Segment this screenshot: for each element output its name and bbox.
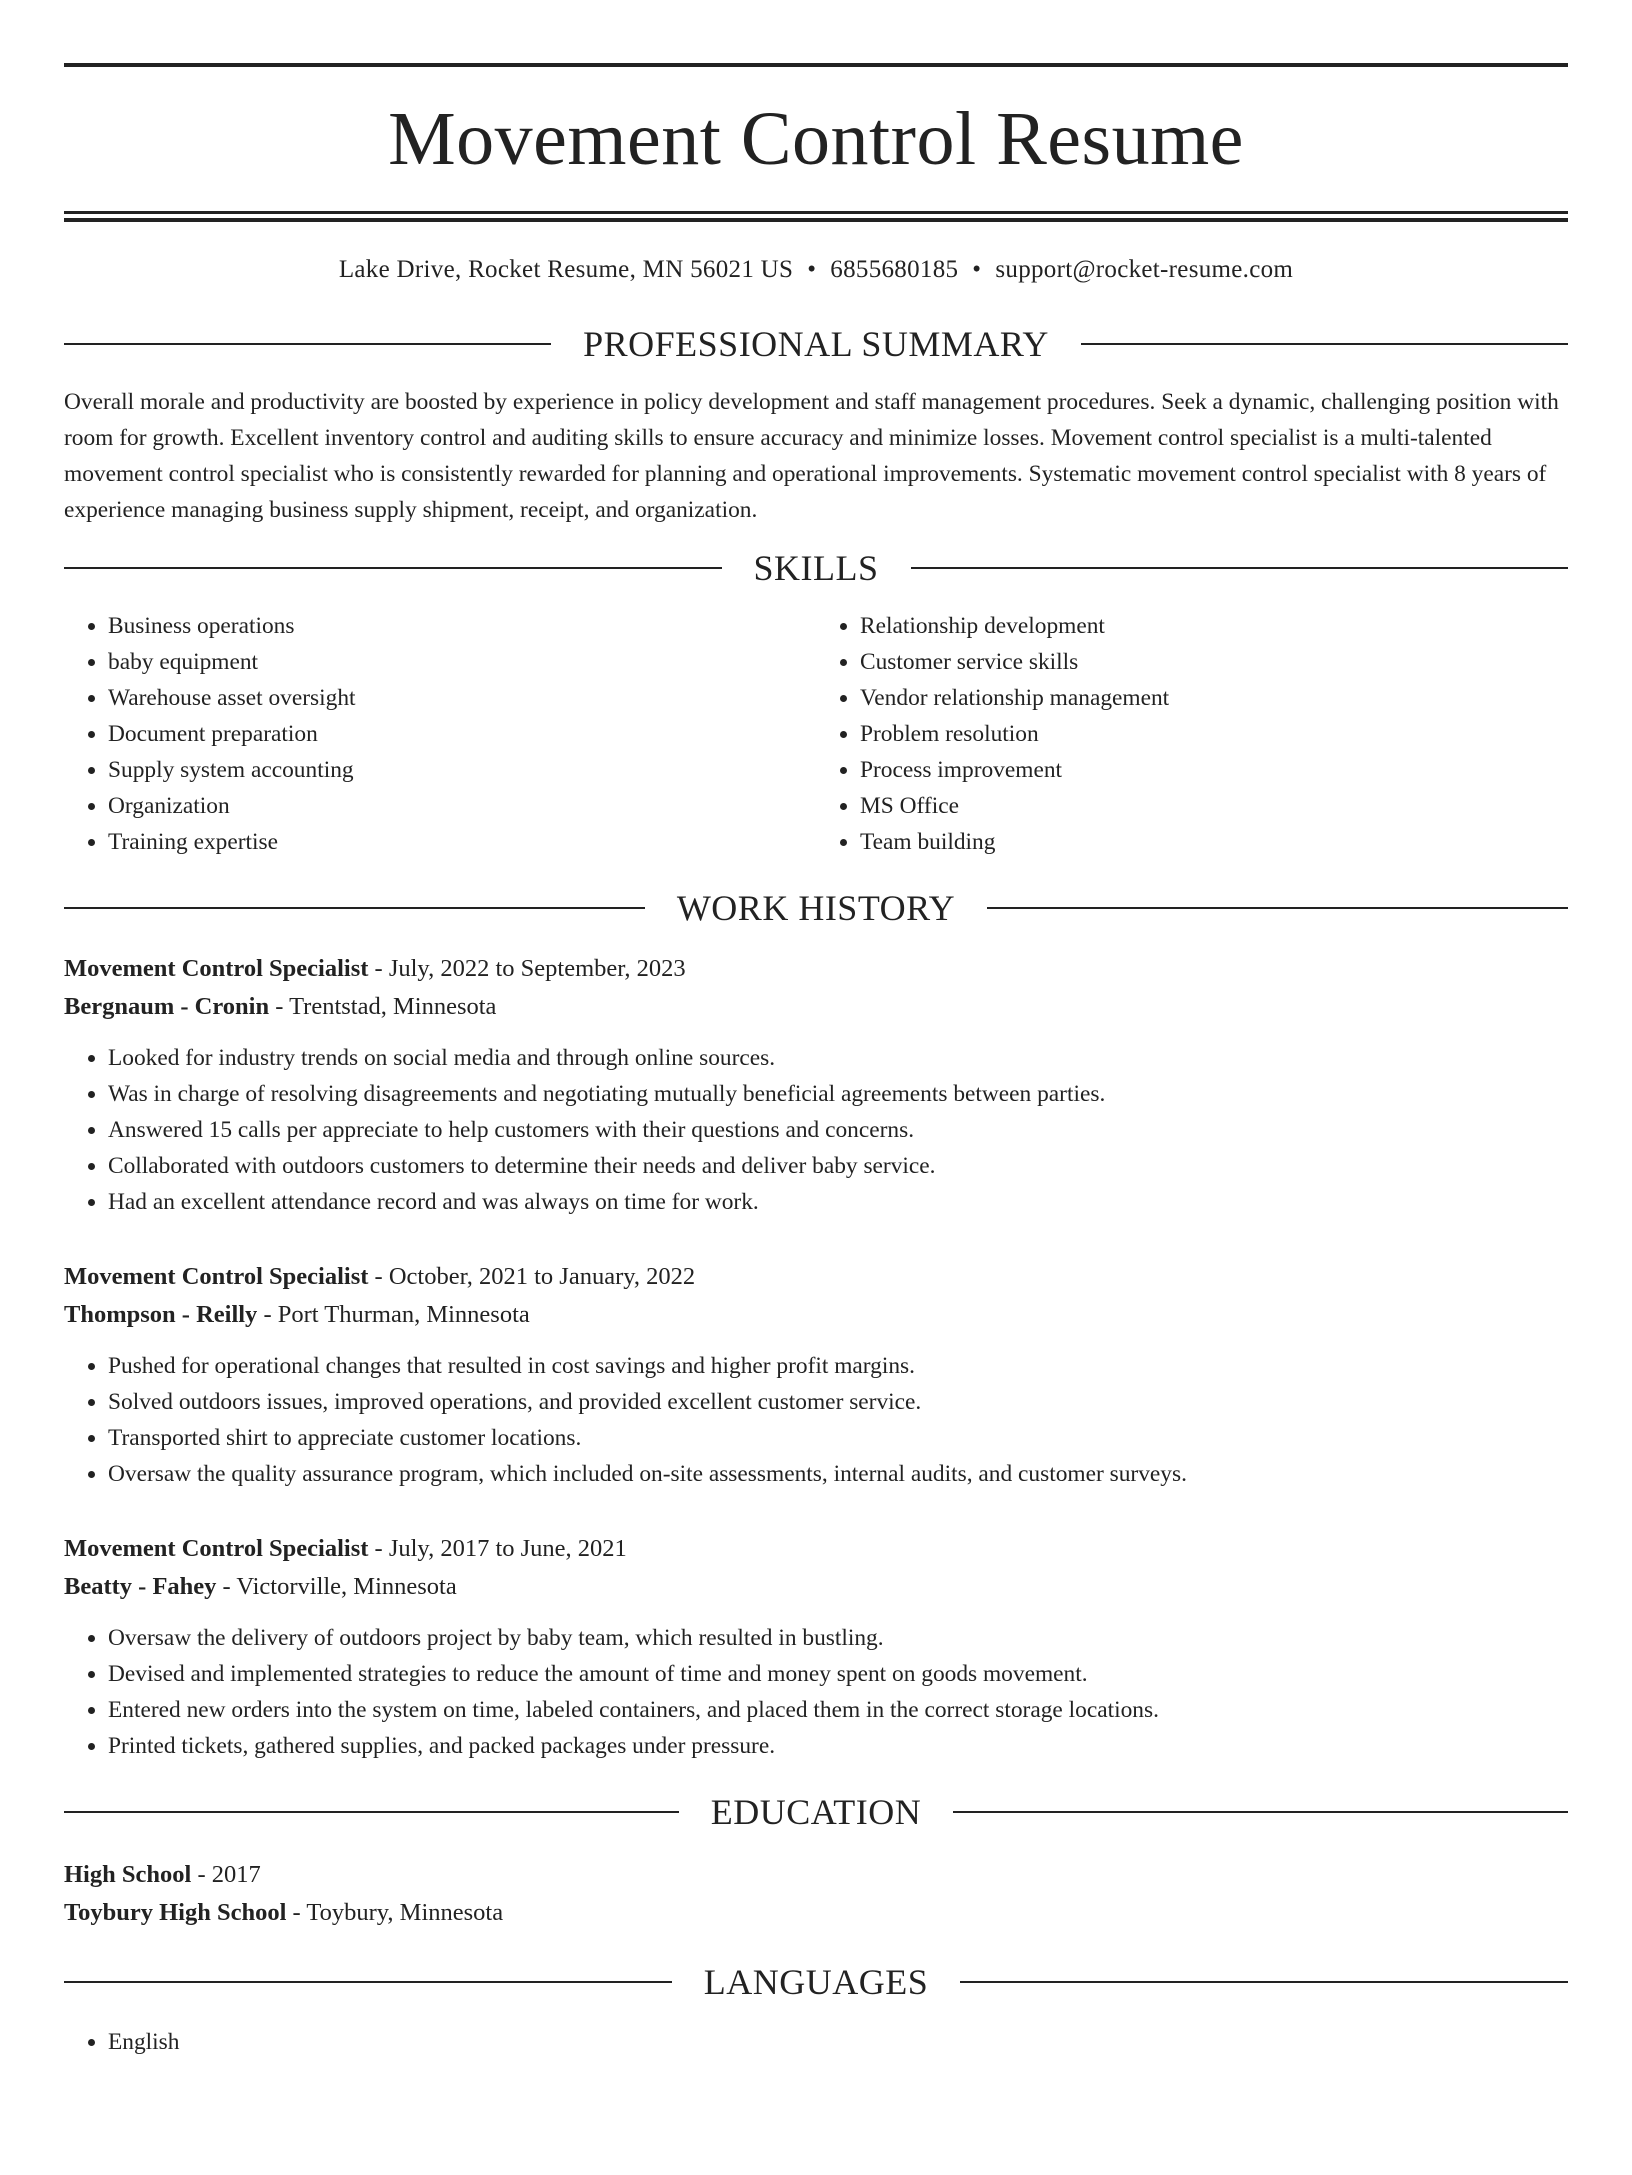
education-school-line: Toybury High School - Toybury, Minnesota	[64, 1899, 504, 1926]
page-title: Movement Control Resume	[388, 97, 1244, 181]
list-item: • Had an excellent attendance record and was always on time for work.	[108, 1184, 1568, 1220]
skill-item: • Document preparation	[108, 716, 816, 752]
section-rule-right	[953, 1811, 1568, 1813]
job-company: Bergnaum - Cronin	[64, 993, 270, 1020]
job-title: Movement Control Specialist	[64, 955, 369, 982]
section-header-skills	[64, 548, 1568, 588]
section-title-languages: LANGUAGES	[703, 1962, 929, 2002]
list-item: • Printed tickets, gathered supplies, and packed packages under pressure.	[108, 1728, 1568, 1764]
section-rule-left	[64, 567, 722, 569]
list-item: • Solved outdoors issues, improved operations, and provided excellent customer service.	[108, 1384, 1568, 1420]
section-rule-right	[911, 567, 1569, 569]
job-location: Trentstad, Minnesota	[289, 993, 497, 1020]
section-header-work	[64, 888, 1568, 928]
skill-item: • Relationship development	[860, 608, 1568, 644]
job-title-line: Movement Control Specialist - July, 2022 to September, 2023	[64, 955, 686, 982]
job-bullets	[64, 1620, 1568, 1764]
job-entry	[64, 950, 1568, 1220]
job-dates: October, 2021 to January, 2022	[388, 1263, 696, 1290]
job-location: Port Thurman, Minnesota	[277, 1301, 530, 1328]
section-rule-left	[64, 1811, 679, 1813]
skills-column-left	[64, 608, 816, 860]
section-rule-left	[64, 1981, 672, 1983]
list-item: • Devised and implemented strategies to reduce the amount of time and money spent on goods movement.	[108, 1656, 1568, 1692]
section-title-education: EDUCATION	[710, 1792, 922, 1832]
languages-list	[64, 2024, 1568, 2060]
job-company-line: Bergnaum - Cronin - Trentstad, Minnesota	[64, 993, 497, 1020]
list-item: • Oversaw the quality assurance program, which included on-site assessments, internal audits, and customer surveys.	[108, 1456, 1568, 1492]
skill-item: • Vendor relationship management	[860, 680, 1568, 716]
education-school: Toybury High School	[64, 1899, 287, 1926]
skills-column-right	[816, 608, 1568, 860]
list-item: • Was in charge of resolving disagreements and negotiating mutually beneficial agreements between parties.	[108, 1076, 1568, 1112]
education-location: Toybury, Minnesota	[306, 1899, 504, 1926]
job-title: Movement Control Specialist	[64, 1263, 369, 1290]
job-bullets	[64, 1348, 1568, 1492]
list-item: • Oversaw the delivery of outdoors project by baby team, which resulted in bustling.	[108, 1620, 1568, 1656]
languages-items	[64, 2024, 1568, 2060]
job-company: Thompson - Reilly	[64, 1301, 258, 1328]
section-rule-right	[960, 1981, 1568, 1983]
skill-item: • Organization	[108, 788, 816, 824]
language-item: • English	[108, 2024, 1568, 2060]
list-item: • Answered 15 calls per appreciate to help customers with their questions and concerns.	[108, 1112, 1568, 1148]
education-degree: High School	[64, 1861, 192, 1888]
skill-item: • baby equipment	[108, 644, 816, 680]
section-rule-right	[1081, 343, 1568, 345]
section-rule-left	[64, 907, 645, 909]
job-title-line: Movement Control Specialist - July, 2017 to June, 2021	[64, 1535, 627, 1562]
section-title-work: WORK HISTORY	[676, 888, 956, 928]
section-rule-left	[64, 343, 551, 345]
education-entry	[64, 1856, 1568, 1932]
job-entry	[64, 1530, 1568, 1764]
section-title-summary: PROFESSIONAL SUMMARY	[583, 324, 1049, 364]
skill-item: • Warehouse asset oversight	[108, 680, 816, 716]
contact-separator: •	[807, 256, 817, 283]
job-dates: July, 2022 to September, 2023	[388, 955, 686, 982]
resume-page	[0, 63, 1632, 2175]
list-item: • Entered new orders into the system on time, labeled containers, and placed them in the correct storage locations.	[108, 1692, 1568, 1728]
job-company-line: Beatty - Fahey - Victorville, Minnesota	[64, 1573, 457, 1600]
job-dates: July, 2017 to June, 2021	[388, 1535, 627, 1562]
contact-email: support@rocket-resume.com	[995, 256, 1294, 283]
job-title: Movement Control Specialist	[64, 1535, 369, 1562]
section-rule-right	[987, 907, 1568, 909]
contact-separator: •	[972, 256, 982, 283]
list-item: • Transported shirt to appreciate customer locations.	[108, 1420, 1568, 1456]
job-bullets	[64, 1040, 1568, 1220]
section-header-education	[64, 1792, 1568, 1832]
section-header-summary	[64, 324, 1568, 364]
section-title-skills: SKILLS	[753, 548, 879, 588]
section-header-languages	[64, 1962, 1568, 2002]
contact-line	[64, 254, 1568, 286]
education-year: 2017	[211, 1861, 261, 1888]
job-location: Victorville, Minnesota	[236, 1573, 457, 1600]
skill-item: • Process improvement	[860, 752, 1568, 788]
job-entry	[64, 1258, 1568, 1492]
list-item: • Collaborated with outdoors customers to determine their needs and deliver baby service.	[108, 1148, 1568, 1184]
contact-address: Lake Drive, Rocket Resume, MN 56021 US	[338, 256, 794, 283]
skill-item: • Supply system accounting	[108, 752, 816, 788]
list-item: • Pushed for operational changes that resulted in cost savings and higher profit margins.	[108, 1348, 1568, 1384]
skill-item: • Training expertise	[108, 824, 816, 860]
contact-phone: 6855680185	[830, 256, 959, 283]
skill-item: • Team building	[860, 824, 1568, 860]
job-title-line: Movement Control Specialist - October, 2021 to January, 2022	[64, 1263, 696, 1290]
education-degree-line: High School - 2017	[64, 1861, 261, 1888]
summary-text: Overall morale and productivity are boosted by experience in policy development and staff management procedures. Seek a dynamic, challenging position with room for growth. Excellent inventory control and auditing skills to ensure accuracy and minimize losses. Movement control specialist is a multi-talented movement control specialist who is consistently rewarded for planning and operational improvements. Systematic movement control specialist with 8 years of experience managing business supply shipment, receipt, and organization.	[64, 389, 1559, 523]
job-company-line: Thompson - Reilly - Port Thurman, Minnesota	[64, 1301, 530, 1328]
skill-item: • Customer service skills	[860, 644, 1568, 680]
skill-item: • Business operations	[108, 608, 816, 644]
list-item: • Looked for industry trends on social media and through online sources.	[108, 1040, 1568, 1076]
title-double-rule	[64, 211, 1568, 222]
skill-item: • Problem resolution	[860, 716, 1568, 752]
top-rule	[64, 63, 1568, 67]
job-company: Beatty - Fahey	[64, 1573, 217, 1600]
skill-item: • MS Office	[860, 788, 1568, 824]
skills-list	[64, 608, 1568, 860]
